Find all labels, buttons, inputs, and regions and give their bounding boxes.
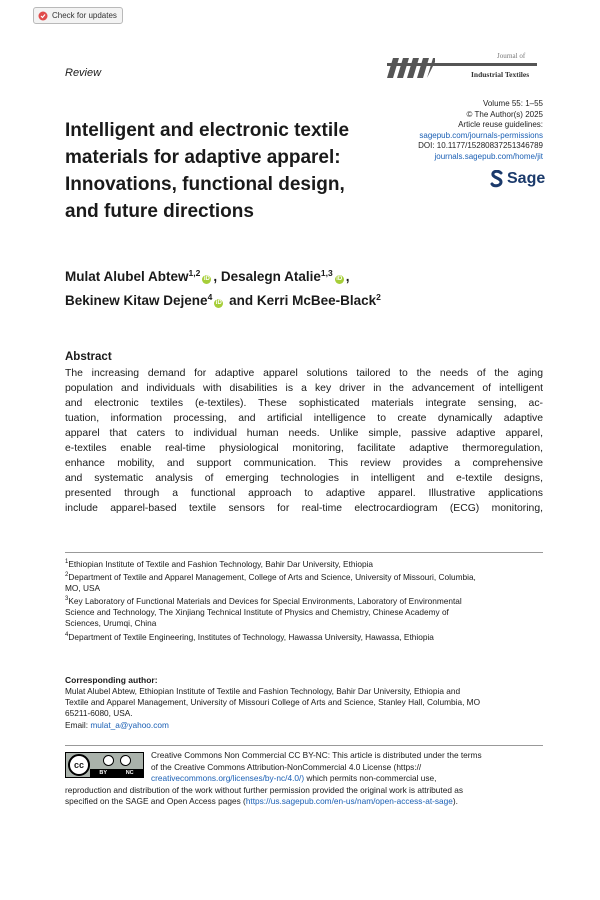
journal-logo bbox=[387, 52, 537, 82]
corresponding-body bbox=[65, 686, 543, 731]
license-text bbox=[65, 750, 543, 808]
divider bbox=[65, 745, 543, 746]
corresponding-line: Textile and Apparel Management, University of Missouri College of Arts and Science, Stanley Hall, Columbia, MO bbox=[65, 697, 481, 708]
corresponding-line: Mulat Alubel Abtew, Ethiopian Institute of Textile and Fashion Technology, Bahir Dar University, Ethiopia and bbox=[65, 686, 461, 696]
affiliation-line: MO, USA bbox=[65, 582, 101, 593]
affiliation-item bbox=[65, 630, 543, 643]
author-name: Bekinew Kitaw Dejene bbox=[65, 293, 208, 308]
check-for-updates-button[interactable] bbox=[33, 7, 123, 24]
affiliation-number: 1 bbox=[65, 559, 69, 565]
divider bbox=[65, 552, 543, 553]
volume: Volume 55: 1–55 bbox=[482, 99, 543, 108]
check-updates-label: Check for updates bbox=[52, 11, 117, 20]
section-label: Review bbox=[65, 67, 102, 79]
title-line: materials for adaptive apparel: bbox=[65, 147, 341, 168]
affiliation-number: 2 bbox=[65, 571, 69, 578]
license-line: specified on the SAGE and Open Access pages ( bbox=[65, 796, 246, 806]
abstract-line: e-textiles enable real-time physiological monitoring, facilitate adaptive thermoregulation, bbox=[65, 443, 543, 454]
abstract-line: and systematic analysis of emerging technologies in intelligent and e-textile designs, bbox=[65, 473, 543, 484]
orcid-icon[interactable]: iD bbox=[203, 276, 210, 282]
orcid-icon[interactable]: iD bbox=[215, 300, 222, 306]
affiliation-line: Ethiopian Institute of Textile and Fashion Technology, Bahir Dar University, Ethiopia bbox=[68, 558, 374, 569]
email-link[interactable]: mulat_a@yahoo.com bbox=[90, 719, 169, 730]
sage-s-icon bbox=[490, 170, 504, 188]
sage-logo bbox=[490, 170, 545, 188]
title-line: Intelligent and electronic textile bbox=[65, 120, 350, 141]
license-line: Creative Commons Non Commercial CC BY-NC: This article is distributed under the terms bbox=[151, 750, 482, 760]
affiliation-item bbox=[65, 594, 543, 629]
journal-name: Industrial Textiles bbox=[471, 70, 530, 79]
abstract-line: apparel that caters to individual human needs. Unlike simple, passive adaptive apparel, bbox=[65, 428, 543, 439]
cc-icon: cc bbox=[68, 754, 90, 776]
affiliation-line: Sciences, Urumqi, China bbox=[65, 618, 157, 629]
affiliations bbox=[65, 557, 543, 642]
paper-title bbox=[65, 117, 395, 225]
article-meta bbox=[418, 99, 543, 162]
author-affil: 4 bbox=[207, 292, 213, 302]
check-updates-icon bbox=[38, 11, 48, 21]
author-name: and Kerri McBee-Black bbox=[229, 293, 377, 308]
corresponding-line: 65211-6080, USA. bbox=[65, 708, 133, 719]
orcid-icon[interactable]: iD bbox=[336, 276, 343, 282]
author-sep: , bbox=[213, 269, 218, 284]
affiliation-line: Science and Technology, The Xinjiang Technical Institute of Physics and Chemistry, Chinese Academy of bbox=[65, 607, 449, 618]
nc-label: NC bbox=[125, 770, 134, 776]
doi: DOI: 10.1177/15280837251346789 bbox=[418, 141, 543, 150]
author-sep: , bbox=[345, 269, 350, 284]
copyright: © The Author(s) 2025 bbox=[466, 109, 543, 119]
author-affil: 1,2 bbox=[188, 268, 201, 278]
abstract-line: tuation, information processing, and artificial intelligence to create dynamically adaptive bbox=[65, 413, 543, 424]
abstract-line: The increasing demand for adaptive apparel solutions tailored to the needs of the aging bbox=[65, 368, 543, 379]
corresponding-heading: Corresponding author: bbox=[65, 675, 158, 685]
license-line: of the Creative Commons Attribution-NonCommercial 4.0 License (https:// bbox=[151, 761, 422, 772]
affiliation-number: 3 bbox=[65, 596, 69, 603]
author-list bbox=[65, 263, 485, 311]
reuse-label: Article reuse guidelines: bbox=[458, 120, 543, 129]
license-line: ). bbox=[452, 796, 458, 806]
author-name: Desalegn Atalie bbox=[220, 269, 321, 284]
author-affil: 2 bbox=[376, 292, 381, 302]
affiliation-line: Key Laboratory of Functional Materials and Devices for Special Environments, Laboratory of Environmental bbox=[68, 595, 462, 606]
abstract-body bbox=[65, 366, 543, 516]
title-line: and future directions bbox=[65, 201, 254, 222]
cc-license-link[interactable]: creativecommons.org/licenses/by-nc/4.0/) bbox=[151, 773, 305, 783]
permissions-link[interactable]: sagepub.com/journals-permissions bbox=[419, 130, 543, 140]
journal-stripes-icon bbox=[387, 58, 435, 78]
by-label: BY bbox=[99, 770, 107, 776]
abstract-line: and electronic textiles (e-textiles). These sophisticated materials integrate sensing, ac- bbox=[65, 398, 543, 409]
abstract-line: presented through a functional approach to adaptive apparel. Illustrative applications bbox=[65, 488, 543, 499]
email-label: Email: bbox=[65, 719, 89, 730]
abstract-line: include apparel-based textile sensors for real-time electrocardiogram (ECG) monitoring, bbox=[65, 503, 543, 514]
journal-of: Journal of bbox=[497, 52, 526, 60]
affiliation-item bbox=[65, 570, 543, 594]
abstract-line: population and individuals with disabilities is a key driver in the advancement of intelligent bbox=[65, 383, 543, 394]
author-affil: 1,3 bbox=[320, 268, 333, 278]
affiliation-line: Department of Textile and Apparel Management, College of Arts and Science, University of Missouri, Columbia, bbox=[68, 571, 476, 582]
publisher-name: Sage bbox=[507, 170, 546, 187]
license-line: reproduction and distribution of the work without further permission provided the original work is attributed as bbox=[65, 784, 463, 795]
affiliation-line: Department of Textile Engineering, Institutes of Technology, Hawassa University, Hawassa, Ethiopia bbox=[68, 631, 434, 642]
affiliation-item bbox=[65, 557, 543, 570]
journal-rule bbox=[387, 63, 537, 66]
author-name: Mulat Alubel Abtew bbox=[65, 269, 189, 284]
journal-home-link[interactable]: journals.sagepub.com/home/jit bbox=[434, 151, 543, 161]
affiliation-number: 4 bbox=[65, 631, 69, 638]
abstract-heading: Abstract bbox=[65, 351, 112, 363]
open-access-link[interactable]: https://us.sagepub.com/en-us/nam/open-access-at-sage bbox=[245, 796, 453, 806]
title-line: Innovations, functional design, bbox=[65, 174, 345, 195]
abstract-line: enhance mobility, and support communication. This review provides a comprehensive bbox=[65, 458, 543, 469]
license-line: which permits non-commercial use, bbox=[304, 773, 437, 783]
